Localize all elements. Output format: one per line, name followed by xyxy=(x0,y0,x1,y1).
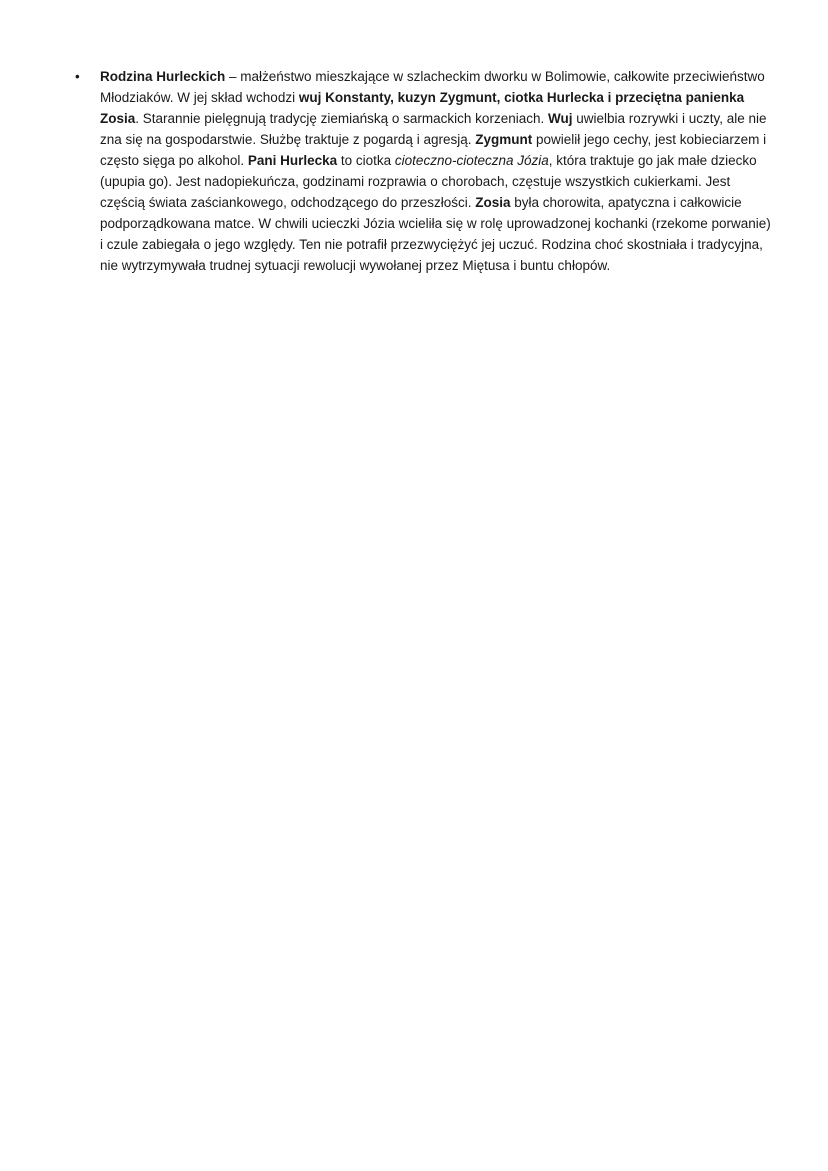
list-item xyxy=(75,66,776,276)
paragraph-text: Rodzina Hurleckich – małżeństwo mieszkające w szlacheckim dworku w Bolimowie, całkowite przeciwieństwo Młodziaków. W jej skład wchodzi wuj Konstanty, kuzyn Zygmunt, ciotka Hurlecka i przeciętna panienka Zosia. Starannie pielęgnują tradycję ziemiańską o sarmackich korzeniach. Wuj uwielbia rozrywki i uczty, ale nie zna się na gospodarstwie. Służbę traktuje z pogardą i agresją. Zygmunt powielił jego cechy, jest kobieciarzem i często sięga po alkohol. Pani Hurlecka to ciotka cioteczno-cioteczna Józia, która traktuje go jak małe dziecko (upupia go). Jest nadopiekuńcza, godzinami rozprawia o chorobach, częstuje wszystkich cukierkami. Jest częścią świata zaściankowego, odchodzącego do przeszłości. Zosia była chorowita, apatyczna i całkowicie podporządkowana matce. W chwili ucieczki Józia wcieliła się w rolę uprowadzonej kochanki (rzekome porwanie) i czule zabiegała o jego względy. Ten nie potrafił przezwyciężyć jej uczuć. Rodzina choć skostniała i tradycyjna, nie wytrzymywała trudnej sytuacji rewolucji wywołanej przez Miętusa i buntu chłopów. xyxy=(100,69,771,273)
bullet-marker: • xyxy=(75,69,80,84)
bullet-list xyxy=(75,66,776,276)
